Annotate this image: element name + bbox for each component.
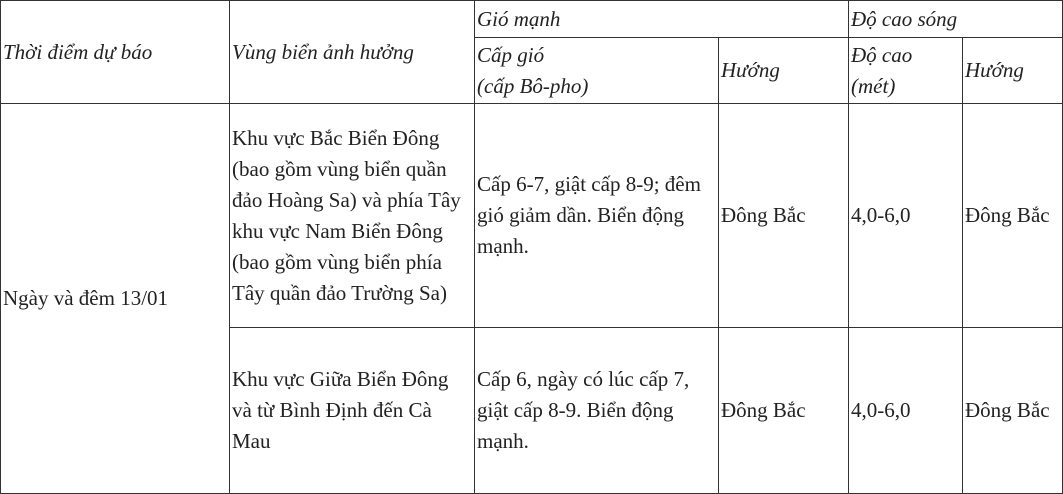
- wave-height-cell: 4,0-6,0: [849, 328, 963, 494]
- wind-direction-cell: Đông Bắc: [719, 328, 849, 494]
- header-wave-height-unit: (mét): [851, 73, 896, 98]
- wave-height-cell: 4,0-6,0: [849, 104, 963, 328]
- wave-direction-cell: Đông Bắc: [963, 328, 1063, 494]
- wind-direction-cell: Đông Bắc: [719, 104, 849, 328]
- header-wave-height-group: Độ cao sóng: [849, 1, 1063, 38]
- header-wave-direction: Hướng: [963, 38, 1063, 104]
- header-wave-height-label: Độ cao: [851, 42, 913, 67]
- area-cell: Khu vực Giữa Biển Đông và từ Bình Định đến Cà Mau: [230, 328, 475, 494]
- header-forecast-time: Thời điểm dự báo: [1, 1, 230, 104]
- wind-level-cell: Cấp 6-7, giật cấp 8-9; đêm gió giảm dần. Biển động mạnh.: [475, 104, 719, 328]
- header-wind-direction: Hướng: [719, 38, 849, 104]
- wave-direction-cell: Đông Bắc: [963, 104, 1063, 328]
- area-cell: Khu vực Bắc Biển Đông (bao gồm vùng biển quần đảo Hoàng Sa) và phía Tây khu vực Nam Biển Đông (bao gồm vùng biển phía Tây quần đảo Trường Sa): [230, 104, 475, 328]
- header-wind-level-label: Cấp gió: [477, 42, 545, 67]
- wind-level-cell: Cấp 6, ngày có lúc cấp 7, giật cấp 8-9. Biển động mạnh.: [475, 328, 719, 494]
- header-wave-height: [849, 38, 963, 104]
- table-row: [1, 104, 1063, 328]
- header-wind-level-unit: (cấp Bô-pho): [477, 73, 589, 98]
- header-strong-wind: Gió mạnh: [475, 1, 849, 38]
- forecast-time-cell: Ngày và đêm 13/01: [1, 104, 230, 494]
- header-row-1: [1, 1, 1063, 38]
- header-wind-level: [475, 38, 719, 104]
- header-affected-area: Vùng biển ảnh hưởng: [230, 1, 475, 104]
